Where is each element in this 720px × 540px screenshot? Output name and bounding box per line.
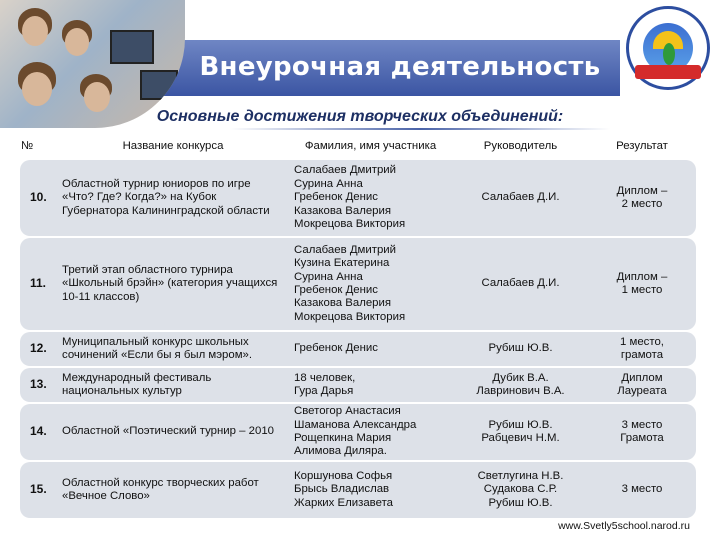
leader bbox=[453, 332, 588, 366]
table-row bbox=[20, 368, 696, 402]
participants-line: Алимова Диляра. bbox=[294, 445, 387, 458]
participants-line: Казакова Валерия bbox=[294, 204, 392, 217]
column-header-number: № bbox=[20, 134, 58, 158]
leaders-line: Судакова С.Р. bbox=[483, 483, 558, 496]
result bbox=[588, 160, 696, 236]
page-title: Внеурочная деятельность bbox=[199, 52, 601, 82]
participants-line: Мокрецова Виктория bbox=[294, 218, 406, 231]
contest-name: Областной «Поэтический турнир – 2010 bbox=[58, 404, 288, 460]
participants bbox=[288, 404, 453, 460]
row-number: 11. bbox=[20, 238, 58, 330]
contest-name: Муниципальный конкурс школьных сочинений «Если бы я был мэром». bbox=[58, 332, 288, 366]
emblem-leaf bbox=[663, 43, 675, 65]
table-row bbox=[20, 332, 696, 366]
row-number: 14. bbox=[20, 404, 58, 460]
row-number: 15. bbox=[20, 462, 58, 518]
contest-name: Третий этап областного турнира «Школьный брэйн» (категория учащихся 10-11 классов) bbox=[58, 238, 288, 330]
result-line: 1 место bbox=[621, 284, 663, 296]
participants-line: Сурина Анна bbox=[294, 270, 363, 283]
result-line: 2 место bbox=[621, 198, 663, 210]
participants-line: Казакова Валерия bbox=[294, 297, 392, 310]
leader bbox=[453, 462, 588, 518]
achievements-table bbox=[20, 132, 696, 520]
result-line: Диплом bbox=[621, 371, 663, 384]
monitor-shape bbox=[140, 70, 178, 100]
result bbox=[588, 404, 696, 460]
monitor-shape bbox=[110, 30, 154, 64]
participants-line: Гребенок Денис bbox=[294, 191, 378, 204]
participants bbox=[288, 462, 453, 518]
result-line: 3 место bbox=[621, 483, 663, 496]
result-line: грамота bbox=[620, 349, 664, 361]
contest-name: Областной конкурс творческих работ «Вечное Слово» bbox=[58, 462, 288, 518]
result bbox=[588, 332, 696, 366]
column-header-result: Результат bbox=[588, 134, 696, 158]
result-line: Лауреата bbox=[617, 385, 667, 397]
leader bbox=[453, 160, 588, 236]
participants-line: Гура Дарья bbox=[294, 385, 354, 397]
contest-name: Областной турнир юниоров по игре «Что? Где? Когда?» на Кубок Губернатора Калининградской области bbox=[58, 160, 288, 236]
participants-line: Светогор Анастасия bbox=[294, 405, 401, 418]
subtitle-underline bbox=[230, 128, 610, 130]
participants-line: Гребенок Денис bbox=[294, 342, 378, 355]
row-number: 12. bbox=[20, 332, 58, 366]
participants bbox=[288, 238, 453, 330]
participants-line: Рощепкина Мария bbox=[294, 432, 392, 444]
website-url: www.Svetly5school.narod.ru bbox=[558, 520, 690, 532]
result-line: Грамота bbox=[620, 432, 664, 444]
leaders-line: Рабцевич Н.М. bbox=[481, 432, 560, 444]
student-face bbox=[22, 16, 48, 46]
participants-line: Салабаев Дмитрий bbox=[294, 164, 397, 177]
participants-line: Салабаев Дмитрий bbox=[294, 243, 397, 256]
leaders-line: Лавринович В.А. bbox=[476, 385, 565, 397]
result bbox=[588, 368, 696, 402]
column-header-participants: Фамилия, имя участника bbox=[288, 134, 453, 158]
leaders-line: Рубиш Ю.В. bbox=[488, 342, 553, 355]
participants bbox=[288, 160, 453, 236]
leaders-line: Светлугина Н.В. bbox=[477, 469, 564, 482]
leaders-line: Рубиш Ю.В. bbox=[488, 496, 553, 509]
result-line: Диплом – bbox=[616, 270, 668, 283]
participants-line: Сурина Анна bbox=[294, 177, 363, 190]
contest-name: Международный фестиваль национальных культур bbox=[58, 368, 288, 402]
participants-line: Мокрецова Виктория bbox=[294, 310, 406, 323]
row-number: 10. bbox=[20, 160, 58, 236]
table-row bbox=[20, 462, 696, 518]
student-face bbox=[22, 72, 52, 106]
participants-line: 18 человек, bbox=[294, 371, 356, 384]
leader bbox=[453, 238, 588, 330]
result-line: Диплом – bbox=[616, 184, 668, 197]
result-line: 1 место, bbox=[620, 335, 664, 348]
result bbox=[588, 462, 696, 518]
table-row bbox=[20, 404, 696, 460]
leaders-line: Салабаев Д.И. bbox=[481, 277, 560, 290]
participants-line: Кузина Екатерина bbox=[294, 257, 390, 270]
leader bbox=[453, 404, 588, 460]
participants-line: Гребенок Денис bbox=[294, 284, 378, 296]
table-row bbox=[20, 160, 696, 236]
column-header-leader: Руководитель bbox=[453, 134, 588, 158]
row-number: 13. bbox=[20, 368, 58, 402]
result bbox=[588, 238, 696, 330]
table-row bbox=[20, 238, 696, 330]
school-emblem-icon bbox=[626, 6, 710, 90]
table-header-row bbox=[20, 134, 696, 158]
section-subtitle: Основные достижения творческих объединений: bbox=[156, 108, 564, 125]
emblem-ribbon bbox=[635, 65, 701, 79]
participants-line: Шаманова Александра bbox=[294, 418, 417, 431]
leader bbox=[453, 368, 588, 402]
leaders-line: Салабаев Д.И. bbox=[481, 191, 560, 204]
participants-line: Жарких Елизавета bbox=[294, 496, 393, 509]
leaders-line: Рубиш Ю.В. bbox=[488, 418, 553, 431]
result-line: 3 место bbox=[621, 418, 663, 431]
participants-line: Брысь Владислав bbox=[294, 483, 390, 496]
column-header-contest: Название конкурса bbox=[58, 134, 288, 158]
participants-line: Коршунова Софья bbox=[294, 469, 393, 482]
student-face bbox=[65, 28, 89, 56]
leaders-line: Дубик В.А. bbox=[492, 371, 549, 384]
participants bbox=[288, 368, 453, 402]
participants bbox=[288, 332, 453, 366]
